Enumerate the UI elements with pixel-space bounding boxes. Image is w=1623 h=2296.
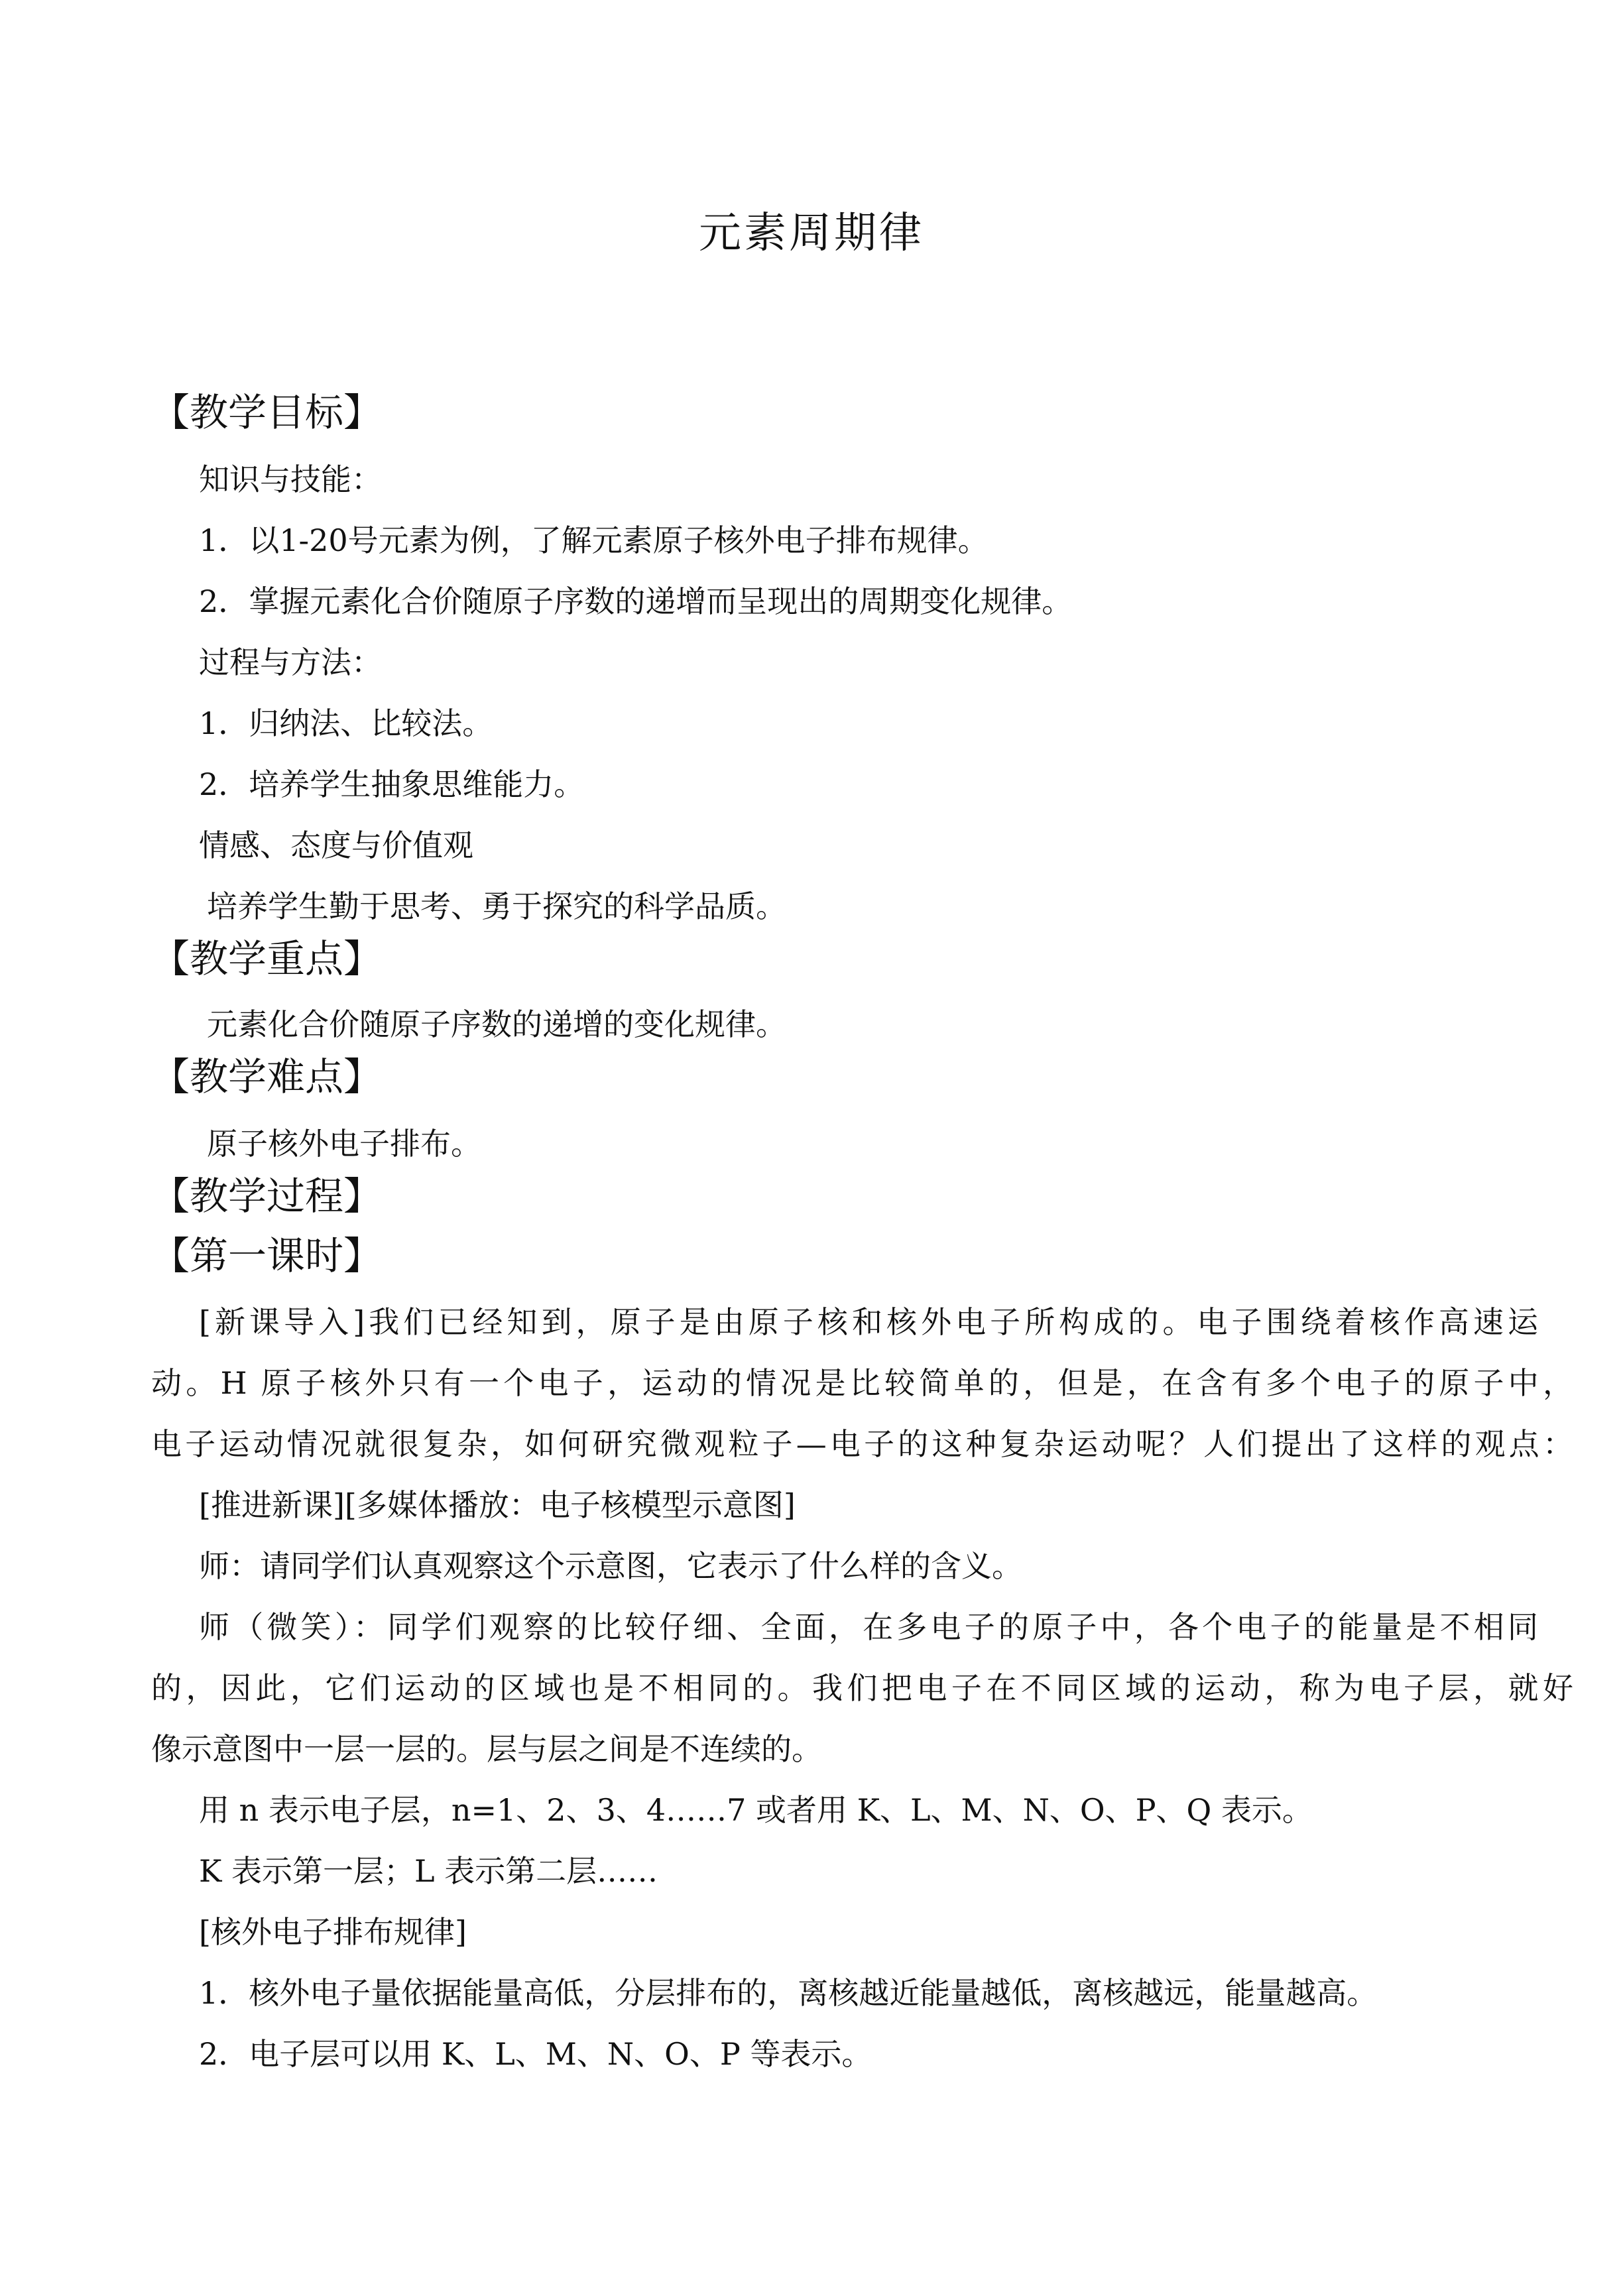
process-label: 过程与方法： xyxy=(199,644,382,680)
difficulty-text: 原子核外电子排布。 xyxy=(207,1126,481,1162)
teacher-smile-line-1: 师（微笑）：同学们观察的比较仔细、全面，在多电子的原子中，各个电子的能量是不相同 xyxy=(199,1609,1538,1645)
intro-line-2: 动。H 原子核外只有一个电子，运动的情况是比较简单的，但是，在含有多个电子的原子中， xyxy=(151,1365,1573,1401)
advance-line: [推进新课][多媒体播放：电子核模型示意图] xyxy=(199,1487,796,1523)
key-point-text: 元素化合价随原子序数的递增的变化规律。 xyxy=(207,1006,786,1042)
heading-lesson1: 【第一课时】 xyxy=(151,1233,383,1278)
teacher-question: 师：请同学们认真观察这个示意图，它表示了什么样的含义。 xyxy=(199,1548,1022,1584)
process-item-1: 1．归纳法、比较法。 xyxy=(199,705,493,741)
knowledge-item-2: 2．掌握元素化合价随原子序数的递增而呈现出的周期变化规律。 xyxy=(199,583,1073,619)
knowledge-label: 知识与技能： xyxy=(199,461,382,497)
intro-line-3: 电子运动情况就很复杂，如何研究微观粒子—电子的这种复杂运动呢？人们提出了这样的观点： xyxy=(151,1426,1573,1462)
heading-key-point: 【教学重点】 xyxy=(151,936,383,981)
heading-process: 【教学过程】 xyxy=(151,1174,383,1219)
teacher-smile-line-2: 的，因此，它们运动的区域也是不相同的。我们把电子在不同区域的运动，称为电子层，就好 xyxy=(151,1670,1573,1706)
process-item-2: 2．培养学生抽象思维能力。 xyxy=(199,766,585,802)
heading-objectives: 【教学目标】 xyxy=(151,390,383,435)
emotion-label: 情感、态度与价值观 xyxy=(199,827,473,863)
teacher-smile-line-3: 像示意图中一层一层的。层与层之间是不连续的。 xyxy=(151,1731,822,1767)
rule-heading: [核外电子排布规律] xyxy=(199,1914,467,1950)
intro-line-1: [新课导入]我们已经知到，原子是由原子核和核外电子所构成的。电子围绕着核作高速运 xyxy=(199,1304,1538,1340)
n-layers-line: 用 n 表示电子层，n=1、2、3、4……7 或者用 K、L、M、N、O、P、Q 表示。 xyxy=(199,1792,1313,1828)
rule-item-1: 1．核外电子量依据能量高低，分层排布的，离核越近能量越低，离核越远，能量越高。 xyxy=(199,1975,1378,2011)
k-layer-line: K 表示第一层；L 表示第二层…… xyxy=(199,1853,658,1889)
emotion-text: 培养学生勤于思考、勇于探究的科学品质。 xyxy=(207,888,786,924)
document-title: 元素周期律 xyxy=(699,209,924,258)
knowledge-item-1: 1．以1-20号元素为例，了解元素原子核外电子排布规律。 xyxy=(199,522,989,558)
rule-item-2: 2．电子层可以用 K、L、M、N、O、P 等表示。 xyxy=(199,2036,872,2072)
heading-difficulty: 【教学难点】 xyxy=(151,1054,383,1099)
